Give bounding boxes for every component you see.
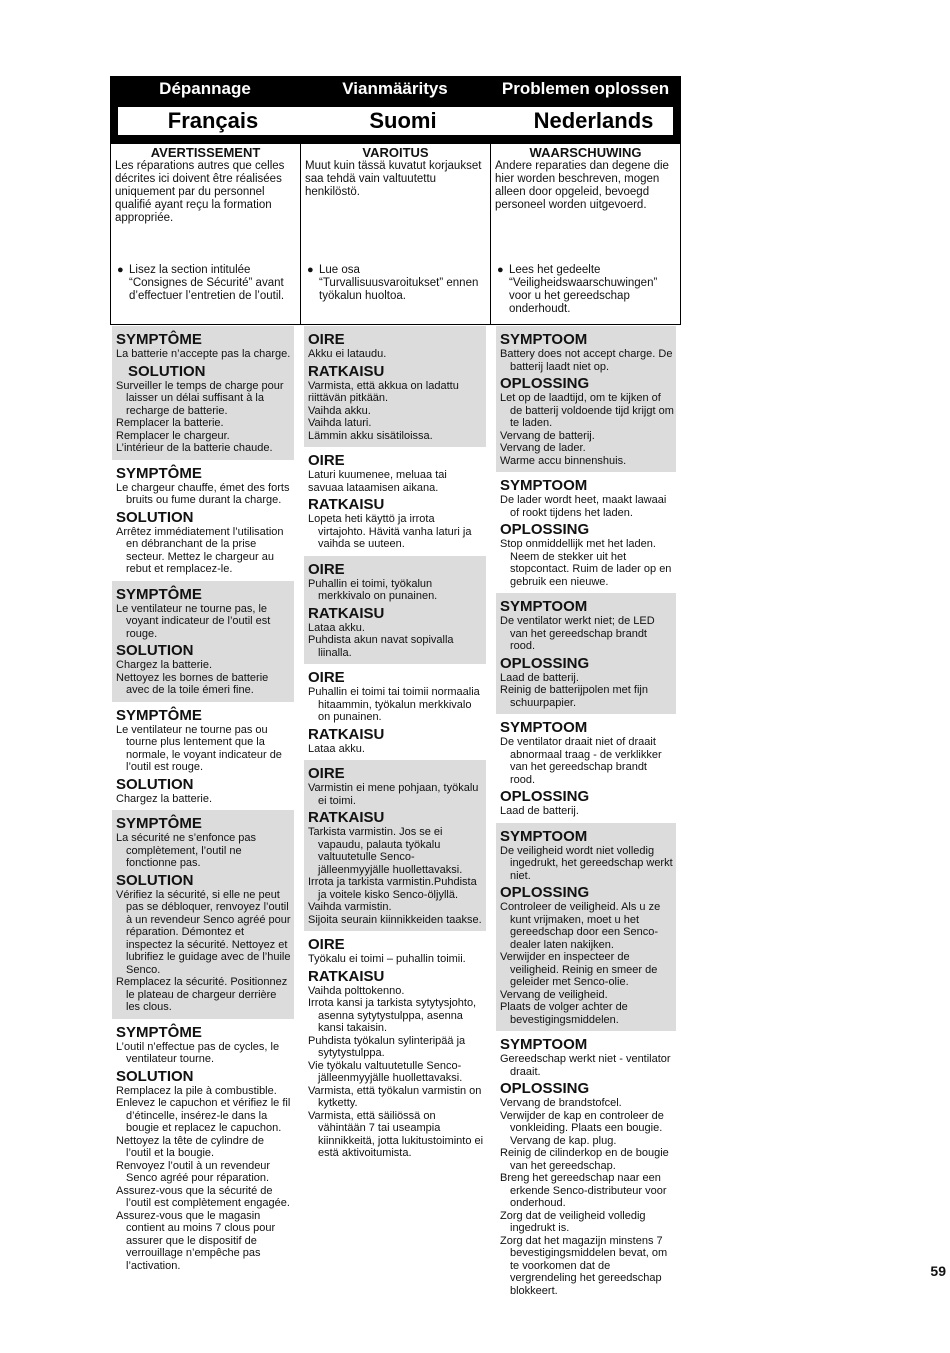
body-text: Warme accu binnenshuis. (500, 454, 627, 467)
body-text: Puhdista työkalun sylinteripää ja sytytystulppa. (308, 1034, 466, 1059)
section-heading: OIRE (308, 560, 345, 578)
trouble-block (304, 326, 486, 447)
warning-bullet-text: Lisez la section intitulée “Consignes de Sécurité” avant d’effectuer l’entretien de l’outil. (129, 264, 285, 302)
body-text: Vervang de veiligheid. (500, 988, 608, 1001)
body-text: Assurez-vous que le magasin contient au moins 7 clous pour assurer que le dispositif de verrouillage n’empêche pas l’activation. (116, 1209, 276, 1272)
section-heading: SOLUTION (116, 642, 194, 659)
trouble-block (496, 326, 676, 472)
warning-title: VAROITUS (362, 145, 429, 160)
body-text: La batterie n’accepte pas la charge. (116, 348, 291, 360)
section-heading: SYMPTÔME (116, 585, 202, 603)
body-text: Remplacez la sécurité. Positionnez le plateau de chargeur derrière les clous. (116, 976, 288, 1013)
body-text: Laad de batterij. (500, 805, 579, 817)
body-text: Verwijder de kap en controleer de vonkleiding. Plaats een bougie. Vervang de kap. plug. (500, 1109, 664, 1147)
title-dutch: Problemen oplossen (501, 79, 670, 98)
body-text: Chargez la batterie. (116, 792, 212, 805)
section-heading: RATKAISU (308, 725, 385, 743)
body-text: Arrêtez immédiatement l’utilisation en débranchant de la prise secteur. Mettez le chargeur au rebut et remplacez-le. (116, 525, 284, 575)
bullet-icon: ● (497, 264, 504, 276)
trouble-block (304, 664, 486, 760)
section-heading: SYMPTÔME (116, 815, 202, 832)
section-heading: SYMPTÔME (116, 331, 202, 348)
title-french: Dépannage (159, 79, 251, 98)
section-heading: OPLOSSING (500, 375, 590, 392)
body-text: Työkalu ei toimi – puhallin toimii. (308, 953, 466, 965)
body-text: Laturi kuumenee, meluaa tai savuaa lataamisen aikana. (308, 469, 447, 494)
section-heading: OIRE (308, 331, 345, 348)
body-text: Gereedschap werkt niet - ventilator draait. (500, 1053, 671, 1078)
body-text: Zorg dat het magazijn minstens 7 bevestigingsmiddelen bevat, om te voorkomen dat de vergrendeling het gereedschap blokkeert. (500, 1234, 668, 1297)
body-text: Plaats de volger achter de bevestigingsmiddelen. (500, 1001, 628, 1026)
header-languages (118, 107, 673, 135)
trouble-block (304, 760, 486, 931)
section-heading: OIRE (308, 765, 345, 782)
body-text: Remplacez la pile à combustible. (116, 1084, 277, 1097)
body-text: Varmista, että säiliössä on vähintään 7 tai useampia kiinnikkeitä, jotta lukitustoiminto ei estä aktivoitumista. (308, 1109, 484, 1159)
section-heading: OIRE (308, 669, 345, 686)
section-heading: SOLUTION (116, 871, 194, 889)
body-text: Puhdista akun navat sopivalla liinalla. (308, 634, 454, 659)
page-number: 59 (930, 1263, 946, 1279)
lang-finnish: Suomi (369, 108, 437, 133)
section-heading: OPLOSSING (500, 654, 590, 672)
warning-box (110, 144, 681, 325)
body-text: Let op de laadtijd, om te kijken of de batterij voldoende tijd krijgt om te laden. (500, 392, 674, 429)
bullet-icon: ● (307, 264, 314, 276)
body-text: Vaihda varmistin. (308, 901, 392, 913)
trouble-block (304, 556, 486, 665)
body-text: Controleer de veiligheid. Als u ze kunt vrijmaken, moet u het gereedschap door een Senco-dealer laten nakijken. (500, 901, 661, 951)
body-text: Remplacer la batterie. (116, 417, 224, 429)
body-text: Lopeta heti käyttö ja irrota virtajohto. Hävitä vanha laturi ja vaihda se uuteen. (308, 513, 472, 550)
trouble-block (112, 460, 294, 581)
body-text: L’outil n’effectue pas de cycles, le ventilateur tourne. (116, 1040, 280, 1065)
body-text: Breng het gereedschap naar een erkende Senco-distributeur voor onderhoud. (500, 1172, 667, 1209)
body-text: De lader wordt heet, maakt lawaai of rookt tijdens het laden. (500, 494, 667, 519)
trouble-block (304, 931, 486, 1165)
title-finnish: Vianmääritys (342, 79, 448, 98)
warning-title: AVERTISSEMENT (150, 145, 261, 160)
trouble-block (304, 447, 486, 556)
body-text: Vervang de lader. (500, 442, 586, 454)
body-text: Varmistin ei mene pohjaan, työkalu ei toimi. (308, 782, 479, 807)
trouble-block (112, 810, 294, 1019)
section-heading: SOLUTION (116, 775, 194, 793)
body-text: Vérifiez la sécurité, si elle ne peut pas se débloquer, renvoyez l’outil à un revendeur Senco agréé pour réparation. Démontez et inspectez la sécurité. Nettoyez et lubrifiez le guidage avec de l’huile Senco. (116, 888, 291, 976)
warning-text: Andere reparaties dan degene die hier worden beschreven, mogen alleen door opgeleid, bevoegd personeel worden uitgevoerd. (495, 160, 669, 211)
body-text: Remplacer le chargeur. (116, 429, 230, 442)
header-section-titles (110, 79, 681, 105)
section-heading: RATKAISU (308, 967, 385, 985)
body-text: Sijoita seurain kiinnikkeiden taakse. (308, 913, 482, 926)
body-text: Puhallin ei toimi tai toimii normaalia hitaammin, työkalun merkkivalo on punainen. (308, 686, 480, 723)
trouble-block (112, 702, 294, 811)
body-text: Akku ei lataudu. (308, 348, 387, 360)
section-heading: SYMPTOOM (500, 1036, 588, 1053)
troubleshooting-column-french (112, 326, 294, 1277)
trouble-block (496, 714, 676, 823)
warning-finnish (300, 144, 490, 324)
section-heading: SYMPTOOM (500, 598, 588, 615)
section-heading: OIRE (308, 936, 345, 953)
body-text: Reinig de cilinderkop en de bougie van het gereedschap. (500, 1147, 669, 1172)
trouble-block (112, 326, 294, 460)
lang-dutch: Nederlands (533, 108, 654, 133)
warning-bullet (305, 264, 486, 303)
trouble-block (112, 581, 294, 702)
header-banner (110, 76, 681, 144)
body-text: Reinig de batterijpolen met fijn schuurpapier. (500, 684, 648, 709)
body-text: Vervang de batterij. (500, 429, 595, 442)
warning-french (111, 144, 300, 324)
section-heading: OPLOSSING (500, 1080, 590, 1097)
body-text: Le chargeur chauffe, émet des forts bruits ou fume durant la charge. (116, 481, 290, 506)
troubleshooting-column-finnish (304, 326, 486, 1165)
body-text: L’intérieur de la batterie chaude. (116, 442, 273, 454)
body-text: Nettoyez les bornes de batterie avec de la toile émeri fine. (116, 671, 269, 696)
body-text: De ventilator werkt niet; de LED van het gereedschap brandt rood. (500, 615, 655, 652)
body-text: Surveiller le temps de charge pour laisser un délai suffisant à la recharge de batterie. (116, 379, 284, 417)
section-heading: RATKAISU (308, 496, 385, 513)
body-text: De veiligheid wordt niet volledig ingedrukt, het gereedschap werkt niet. (500, 844, 673, 882)
warning-bullet-text: Lees het gedeelte “Veiligheidswaarschuwingen” voor u het gereedschap onderhoudt. (509, 264, 658, 315)
troubleshooting-column-dutch (496, 326, 676, 1302)
body-text: Vaihda akku. (308, 404, 371, 417)
section-heading: RATKAISU (308, 604, 385, 622)
warning-bullet (495, 264, 676, 316)
body-text: Le ventilateur ne tourne pas, le voyant indicateur de l’outil est rouge. (116, 602, 271, 640)
body-text: Vaihda laturi. (308, 417, 372, 429)
body-text: De ventilator draait niet of draait abnormaal traag - de verklikker van het gereedschap brandt rood. (500, 736, 662, 786)
body-text: Irrota kansi ja tarkista sytytysjohto, asenna sytytystulppa, asenna kansi takaisin. (308, 997, 477, 1034)
section-heading: SYMPTOOM (500, 827, 588, 845)
warning-text: Muut kuin tässä kuvatut korjaukset saa tehdä vain valtuutettu henkilöstö. (305, 160, 482, 198)
body-text: Lämmin akku sisätiloissa. (308, 429, 433, 442)
section-heading: RATKAISU (308, 362, 385, 380)
section-heading: SYMPTÔME (116, 464, 202, 482)
trouble-block (112, 1019, 294, 1278)
warning-bullet-text: Lue osa “Turvallisuusvaroitukset” ennen työkalun huoltoa. (319, 264, 479, 302)
body-text: Nettoyez la tête de cylindre de l’outil et la bougie. (116, 1134, 264, 1159)
body-text: Stop onmiddellijk met het laden. Neem de stekker uit het stopcontact. Ruim de lader op en gebruik een nieuwe. (500, 538, 672, 588)
section-heading: SYMPTOOM (500, 719, 588, 736)
body-text: Puhallin ei toimi, työkalun merkkivalo on punainen. (308, 577, 438, 602)
body-text: Vaihda polttokenno. (308, 984, 405, 997)
trouble-block (496, 823, 676, 1032)
section-heading: OPLOSSING (500, 521, 590, 538)
section-heading: SOLUTION (116, 1067, 194, 1085)
section-heading: SYMPTOOM (500, 477, 588, 494)
body-text: Battery does not accept charge. De batterij laadt niet op. (500, 348, 673, 373)
body-text: Tarkista varmistin. Jos se ei vapaudu, palauta työkalu valtuutetulle Senco-jälleenmyyjälle huollettavaksi. (308, 826, 463, 876)
lang-french: Français (167, 108, 259, 133)
trouble-block (496, 1031, 676, 1302)
warning-title: WAARSCHUWING (529, 145, 642, 160)
body-text: Chargez la batterie. (116, 659, 212, 671)
section-heading: SOLUTION (128, 362, 206, 380)
body-text: Varmista, että akkua on ladattu riittävän pitkään. (308, 379, 459, 404)
body-text: Assurez-vous que la sécurité de l’outil est complètement engagée. (116, 1184, 290, 1209)
section-heading: SOLUTION (116, 508, 194, 526)
section-heading: SYMPTÔME (116, 1023, 202, 1041)
body-text: Le ventilateur ne tourne pas ou tourne plus lentement que la normale, le voyant indicateur de l’outil est rouge. (116, 723, 282, 773)
body-text: Enlevez le capuchon et vérifiez le fil d’étincelle, insérez-le dans la bougie et replacez le capuchon. (116, 1097, 291, 1134)
section-heading: OPLOSSING (500, 884, 590, 901)
body-text: Vie työkalu valtuutetulle Senco-jälleenmyyjälle huollettavaksi. (308, 1059, 463, 1084)
body-text: Irrota ja tarkista varmistin.Puhdista ja voitele kisko Senco-öljyllä. (308, 876, 477, 901)
body-text: Renvoyez l’outil à un revendeur Senco agréé pour réparation. (116, 1159, 271, 1184)
warning-dutch (490, 144, 680, 324)
body-text: Verwijder en inspecteer de veiligheid. Reinig en smeer de geleider met Senco-olie. (500, 951, 658, 988)
section-heading: RATKAISU (308, 809, 385, 826)
section-heading: SYMPTOOM (500, 331, 588, 348)
body-text: Vervang de brandstofcel. (500, 1097, 622, 1109)
bullet-icon: ● (117, 264, 124, 276)
section-heading: OPLOSSING (500, 788, 590, 805)
section-heading: SYMPTÔME (116, 706, 202, 724)
body-text: Zorg dat de veiligheid volledig ingedrukt is. (500, 1209, 646, 1234)
body-text: Lataa akku. (308, 621, 365, 634)
body-text: La sécurité ne s’enfonce pas complètement, l’outil ne fonctionne pas. (116, 832, 257, 869)
warning-bullet (115, 264, 296, 303)
trouble-block (496, 472, 676, 593)
body-text: Laad de batterij. (500, 671, 579, 684)
trouble-block (496, 593, 676, 714)
section-heading: OIRE (308, 452, 345, 469)
body-text: Varmista, että työkalun varmistin on kytketty. (308, 1084, 482, 1109)
body-text: Lataa akku. (308, 742, 365, 755)
warning-text: Les réparations autres que celles décrites ici doivent être réalisées uniquement par du personnel qualifié ayant reçu la formation appropriée. (115, 160, 285, 224)
